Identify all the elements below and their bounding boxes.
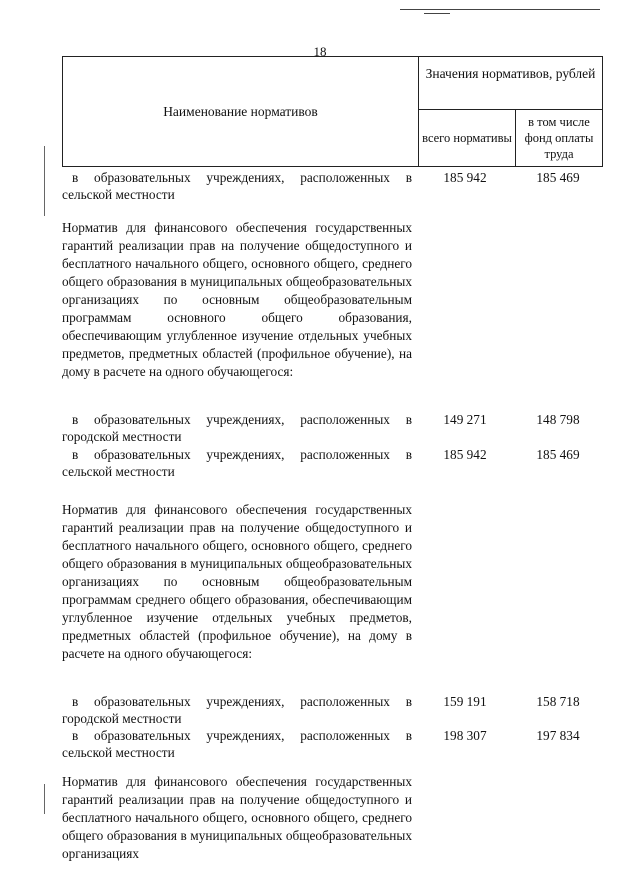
row-total: 149 271	[443, 412, 487, 427]
table-header	[62, 56, 603, 167]
row-total: 185 942	[443, 170, 487, 185]
normative-paragraph: Норматив для финансового обеспечения государственных гарантий реализации прав на получение общедоступного и бесплатного начального общего, основного общего, среднего общего образования в муниципальных общеобразовательных организациях по основным общеобразовательным программам среднего общего образования, обеспечивающим углубленное изучение отдельных учебных предметов, предметных областей (профильное обучение), на дому в расчете на одного обучающегося:	[62, 502, 412, 661]
row-text: в образовательных учреждениях, расположенных в городской местности	[62, 694, 412, 726]
row-text: в образовательных учреждениях, расположенных в сельской местности	[62, 728, 412, 760]
normative-paragraph: Норматив для финансового обеспечения государственных гарантий реализации прав на получение общедоступного и бесплатного начального общего, основного общего, среднего общего образования в муниципальных общеобразовательных организациях по основным общеобразовательным программам основного общего образования, обеспечивающим углубленное изучение отдельных учебных предметов, предметных областей (профильное обучение), на дому в расчете на одного обучающегося:	[62, 220, 412, 379]
row-text: в образовательных учреждениях, расположенных в сельской местности	[62, 170, 412, 202]
row-fund: 158 718	[536, 694, 580, 709]
row-total: 185 942	[443, 447, 487, 462]
row-fund: 197 834	[536, 728, 580, 743]
scan-artifact-line-short	[424, 13, 450, 14]
margin-mark-bottom	[44, 784, 45, 814]
header-fund-column: в том числе фонд оплаты труда	[524, 115, 594, 161]
row-fund: 185 469	[536, 170, 580, 185]
header-total-column: всего нормативы	[419, 110, 516, 166]
row-fund: 148 798	[536, 412, 580, 427]
margin-mark-top	[44, 146, 45, 216]
header-values-column: Значения нормативов, рублей	[419, 57, 602, 110]
header-name-column: Наименование нормативов	[63, 57, 419, 166]
row-total: 198 307	[443, 728, 487, 743]
scan-artifact-line	[400, 9, 600, 10]
row-total: 159 191	[443, 694, 487, 709]
page-number: 18	[313, 44, 327, 59]
normative-paragraph: Норматив для финансового обеспечения государственных гарантий реализации прав на получение общедоступного и бесплатного начального общего, основного общего, среднего общего образования в муниципальных общеобразовательных организациях	[62, 774, 412, 861]
row-text: в образовательных учреждениях, расположенных в сельской местности	[62, 447, 412, 479]
row-text: в образовательных учреждениях, расположенных в городской местности	[62, 412, 412, 444]
row-fund: 185 469	[536, 447, 580, 462]
